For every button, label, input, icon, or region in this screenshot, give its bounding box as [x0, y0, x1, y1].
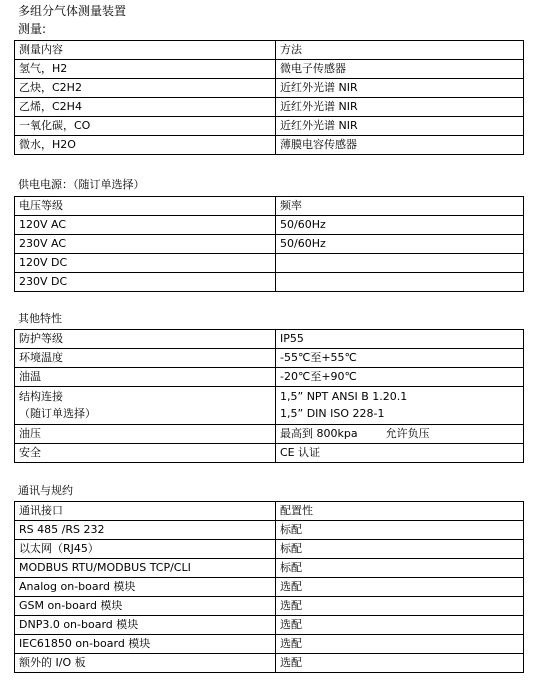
measurement-table: [14, 40, 524, 155]
oil-pressure-value-cell: [276, 425, 524, 444]
table-row: [15, 559, 524, 578]
feature-label-cell: 环境温度: [15, 349, 276, 368]
voltage-cell: 120V AC: [15, 216, 276, 235]
other-features-heading: 其他特性: [18, 312, 62, 325]
header-cell: 测量内容: [15, 41, 276, 60]
measure-item-cell: 乙炔，C2H2: [15, 79, 276, 98]
table-row: [15, 540, 524, 559]
configuration-cell: 选配: [276, 597, 524, 616]
table-row: [15, 521, 524, 540]
table-row: [15, 117, 524, 136]
measure-method-cell: 薄膜电容传感器: [276, 136, 524, 155]
interface-cell: Analog on-board 模块: [15, 578, 276, 597]
header-cell: 配置性: [276, 502, 524, 521]
table-row: [15, 349, 524, 368]
measure-item-cell: 一氧化碳，CO: [15, 117, 276, 136]
table-row: [15, 330, 524, 349]
header-cell: 电压等级: [15, 197, 276, 216]
interface-cell: GSM on-board 模块: [15, 597, 276, 616]
structure-label-line2: （随订单选择）: [19, 407, 96, 420]
oil-pressure-value: 最高到 800kpa: [280, 427, 358, 440]
interface-cell: RS 485 /RS 232: [15, 521, 276, 540]
voltage-cell: 230V AC: [15, 235, 276, 254]
configuration-cell: 选配: [276, 578, 524, 597]
table-header-row: [15, 41, 524, 60]
table-row: [15, 136, 524, 155]
structure-value-line1: 1,5” NPT ANSI B 1.20.1: [280, 390, 408, 403]
configuration-cell: 标配: [276, 521, 524, 540]
communication-heading: 通讯与规约: [18, 484, 73, 497]
measure-method-cell: 近红外光谱 NIR: [276, 79, 524, 98]
feature-label-cell: 油温: [15, 368, 276, 387]
feature-label-cell: 防护等级: [15, 330, 276, 349]
power-heading: 供电电源：（随订单选择）: [18, 178, 145, 191]
configuration-cell: 选配: [276, 616, 524, 635]
measure-item-cell: 微水，H2O: [15, 136, 276, 155]
frequency-cell: 50/60Hz: [276, 216, 524, 235]
measurement-heading: 测量:: [18, 22, 47, 36]
table-row: [15, 387, 524, 425]
feature-value-cell: -55℃至+55℃: [276, 349, 524, 368]
table-row: [15, 79, 524, 98]
measure-item-cell: 氢气，H2: [15, 60, 276, 79]
frequency-cell: 50/60Hz: [276, 235, 524, 254]
table-row: [15, 60, 524, 79]
measure-method-cell: 近红外光谱 NIR: [276, 117, 524, 136]
other-features-table: [14, 329, 524, 463]
voltage-cell: 120V DC: [15, 254, 276, 273]
table-row: [15, 368, 524, 387]
structure-label-cell: [15, 387, 276, 425]
document-title: 多组分气体测量装置: [18, 4, 127, 18]
structure-label-line1: 结构连接: [19, 390, 63, 403]
table-row: [15, 98, 524, 117]
feature-value-cell: -20℃至+90℃: [276, 368, 524, 387]
safety-label-cell: 安全: [15, 444, 276, 463]
oil-pressure-label-cell: 油压: [15, 425, 276, 444]
interface-cell: 额外的 I/O 板: [15, 654, 276, 673]
table-row: [15, 444, 524, 463]
measure-method-cell: 微电子传感器: [276, 60, 524, 79]
table-row: [15, 616, 524, 635]
table-row: [15, 216, 524, 235]
interface-cell: DNP3.0 on-board 模块: [15, 616, 276, 635]
power-table: [14, 196, 524, 292]
table-row: [15, 254, 524, 273]
frequency-cell: [276, 273, 524, 292]
measure-method-cell: 近红外光谱 NIR: [276, 98, 524, 117]
table-header-row: [15, 197, 524, 216]
feature-value-cell: IP55: [276, 330, 524, 349]
oil-pressure-note: 允许负压: [385, 427, 430, 440]
structure-value-cell: [276, 387, 524, 425]
table-row: [15, 425, 524, 444]
header-cell: 方法: [276, 41, 524, 60]
voltage-cell: 230V DC: [15, 273, 276, 292]
table-row: [15, 597, 524, 616]
interface-cell: 以太网（RJ45）: [15, 540, 276, 559]
configuration-cell: 标配: [276, 540, 524, 559]
table-header-row: [15, 502, 524, 521]
configuration-cell: 标配: [276, 559, 524, 578]
table-row: [15, 273, 524, 292]
measure-item-cell: 乙烯，C2H4: [15, 98, 276, 117]
structure-value-line2: 1,5” DIN ISO 228-1: [280, 407, 385, 420]
safety-value-cell: CE 认证: [276, 444, 524, 463]
table-row: [15, 578, 524, 597]
configuration-cell: 选配: [276, 654, 524, 673]
header-cell: 频率: [276, 197, 524, 216]
interface-cell: MODBUS RTU/MODBUS TCP/CLI: [15, 559, 276, 578]
configuration-cell: 选配: [276, 635, 524, 654]
frequency-cell: [276, 254, 524, 273]
table-row: [15, 654, 524, 673]
interface-cell: IEC61850 on-board 模块: [15, 635, 276, 654]
header-cell: 通讯接口: [15, 502, 276, 521]
table-row: [15, 635, 524, 654]
communication-table: [14, 501, 524, 673]
table-row: [15, 235, 524, 254]
